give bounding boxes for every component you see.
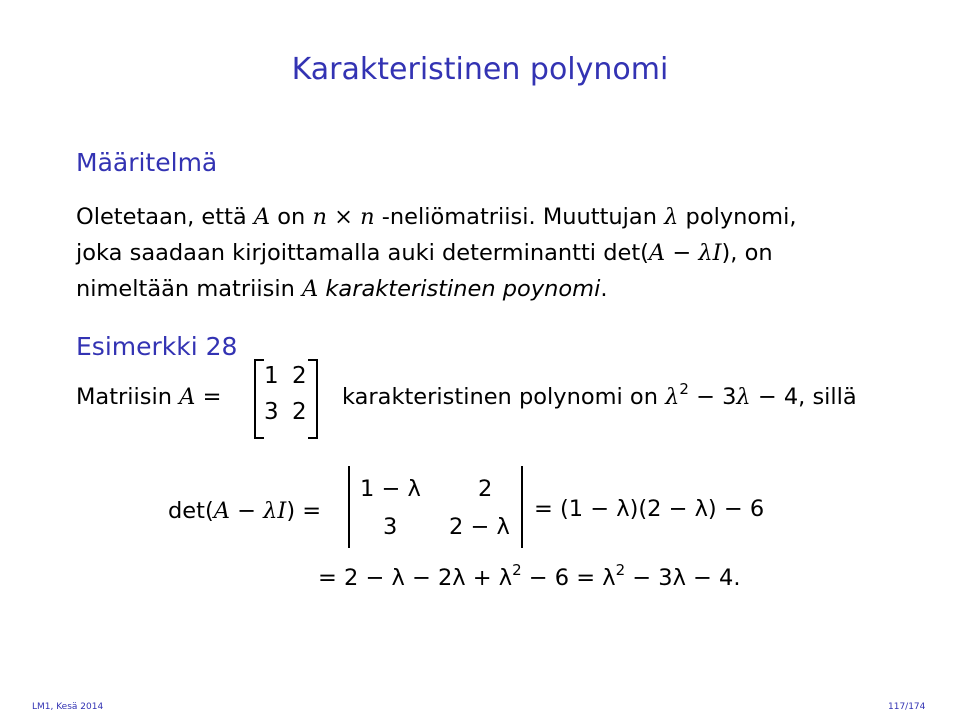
matrix-left-bracket <box>254 359 264 439</box>
footer-course: LM1, Kesä 2014 <box>32 702 104 712</box>
matrix-cell: 3 <box>264 399 279 425</box>
example-intro: Matriisin A = <box>76 384 222 410</box>
matrix-cell: 1 <box>264 363 279 389</box>
matrix-right-bracket <box>308 359 318 439</box>
footer-page-number: 117/174 <box>888 702 926 712</box>
determinant-cell: 2 <box>478 476 493 502</box>
derivation-rhs-2: = $2 - \lambda - 2\lambda + \lambda^2 - 6 = \lambda^2 - 3\lambda - 4$. <box>318 561 741 591</box>
determinant-right-bar <box>521 466 523 548</box>
determinant-cell: 3 <box>383 514 398 540</box>
matrix-cell: 2 <box>292 399 307 425</box>
definition-line-2: joka saadaan kirjoittamalla auki determinantti det(A − λI), on <box>76 240 773 266</box>
determinant-left-bar <box>348 466 350 548</box>
definition-heading: Määritelmä <box>76 148 218 177</box>
derivation-lhs: det(A − λI) = <box>168 498 322 524</box>
example-polynomial: karakteristinen polynomi on $\lambda^2 - 3\lambda - 4$, sillä <box>342 380 857 410</box>
example-matrix <box>254 359 318 437</box>
definition-line-3: nimeltään matriisin A karakteristinen poynomi. <box>76 276 608 302</box>
matrix-cell: 2 <box>292 363 307 389</box>
derivation-rhs-1: = (1 − λ)(2 − λ) − 6 <box>534 496 765 522</box>
determinant-cell: 2 − λ <box>449 514 510 540</box>
slide-title: Karakteristinen polynomi <box>291 52 669 87</box>
definition-line-1: Oletetaan, että A on n × n -neliömatriisi. Muuttujan λ polynomi, <box>76 204 797 230</box>
determinant-cell: 1 − λ <box>360 476 421 502</box>
example-heading: Esimerkki 28 <box>76 332 238 361</box>
